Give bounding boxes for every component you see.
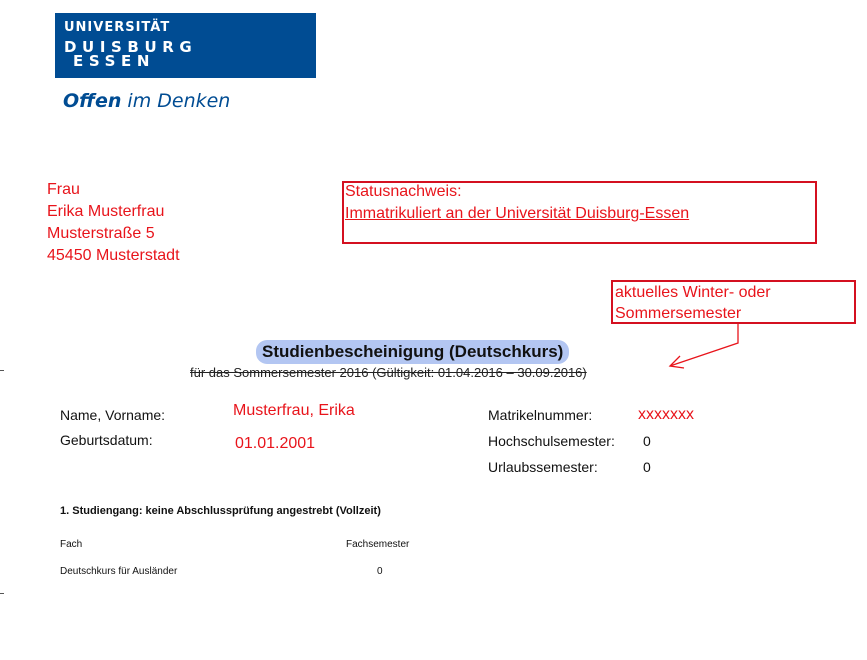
document-title: Studienbescheinigung (Deutschkurs) [256, 340, 569, 364]
logo-text-line3: ESSEN [73, 52, 155, 70]
address-street: Musterstraße 5 [47, 225, 155, 242]
name-label: Name, Vorname: [60, 407, 166, 423]
address-city: 45450 Musterstadt [47, 247, 180, 264]
urlaubssemester-label: Urlaubssemester: [488, 459, 598, 475]
status-text: Immatrikuliert an der Universität Duisburg-Essen [345, 205, 690, 222]
birthdate-value: 01.01.2001 [235, 435, 316, 452]
program-subject: Deutschkurs für Ausländer [60, 566, 178, 577]
matrikel-value: xxxxxxx [638, 406, 694, 423]
semester-note-line1: aktuelles Winter- oder [615, 284, 771, 301]
logo-text-line1: UNIVERSITÄT [64, 20, 171, 35]
program-heading: 1. Studiengang: keine Abschlussprüfung angestrebt (Vollzeit) [60, 505, 381, 517]
address-salutation: Frau [47, 181, 80, 198]
birthdate-label: Geburtsdatum: [60, 432, 153, 448]
semester-note-line2: Sommersemester [615, 305, 742, 322]
logo-text-line2: DUISBURG [64, 38, 198, 56]
margin-tick [0, 370, 4, 371]
hochschulsemester-label: Hochschulsemester: [488, 433, 615, 449]
status-label: Statusnachweis: [345, 183, 462, 200]
name-value: Musterfrau, Erika [233, 402, 355, 419]
address-name: Erika Musterfrau [47, 203, 165, 220]
program-semester: 0 [377, 566, 383, 577]
urlaubssemester-value: 0 [643, 459, 651, 475]
tagline-bold: Offen [63, 90, 122, 112]
hochschulsemester-value: 0 [643, 433, 651, 449]
margin-tick [0, 593, 4, 594]
tagline-rest: im Denken [121, 90, 231, 112]
column-header-subject: Fach [60, 539, 83, 550]
matrikel-label: Matrikelnummer: [488, 407, 593, 423]
column-header-semester: Fachsemester [346, 539, 410, 550]
document-subtitle: für das Sommersemester 2016 (Gültigkeit: 01.04.2016 – 30.09.2016) [190, 365, 587, 380]
